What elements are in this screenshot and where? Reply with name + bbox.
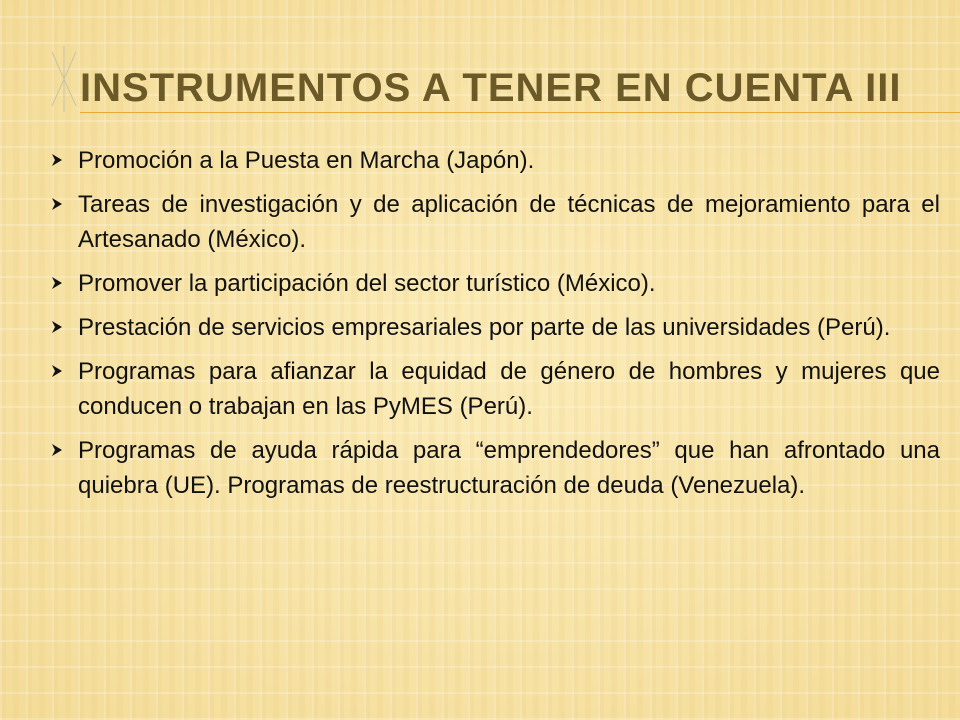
slide-title: INSTRUMENTOS A TENER EN CUENTA III — [80, 66, 902, 110]
list-item — [50, 266, 940, 301]
list-item — [50, 310, 940, 345]
bullet-text: Programas para afianzar la equidad de género de hombres y mujeres que conducen o trabajan en las PyMES (Perú). — [78, 358, 940, 420]
arrowhead-bullet-icon — [50, 320, 64, 334]
arrowhead-bullet-icon — [50, 443, 64, 457]
arrowhead-bullet-icon — [50, 197, 64, 211]
list-item — [50, 143, 940, 178]
bullet-text: Promoción a la Puesta en Marcha (Japón). — [78, 147, 535, 174]
bullet-text: Prestación de servicios empresariales por parte de las universidades (Perú). — [78, 314, 891, 341]
bullet-list — [50, 143, 940, 512]
list-item — [50, 354, 940, 424]
star-decoration-icon — [48, 46, 80, 112]
bullet-text: Promover la participación del sector turístico (México). — [78, 270, 656, 297]
arrowhead-bullet-icon — [50, 153, 64, 167]
arrowhead-bullet-icon — [50, 364, 64, 378]
arrowhead-bullet-icon — [50, 276, 64, 290]
bullet-text: Programas de ayuda rápida para “emprendedores” que han afrontado una quiebra (UE). Programas de reestructuración de deuda (Venezuela). — [78, 437, 940, 499]
bullet-text: Tareas de investigación y de aplicación de técnicas de mejoramiento para el Artesanado (México). — [78, 191, 940, 253]
title-underline — [80, 112, 960, 113]
list-item — [50, 433, 940, 503]
list-item — [50, 187, 940, 257]
